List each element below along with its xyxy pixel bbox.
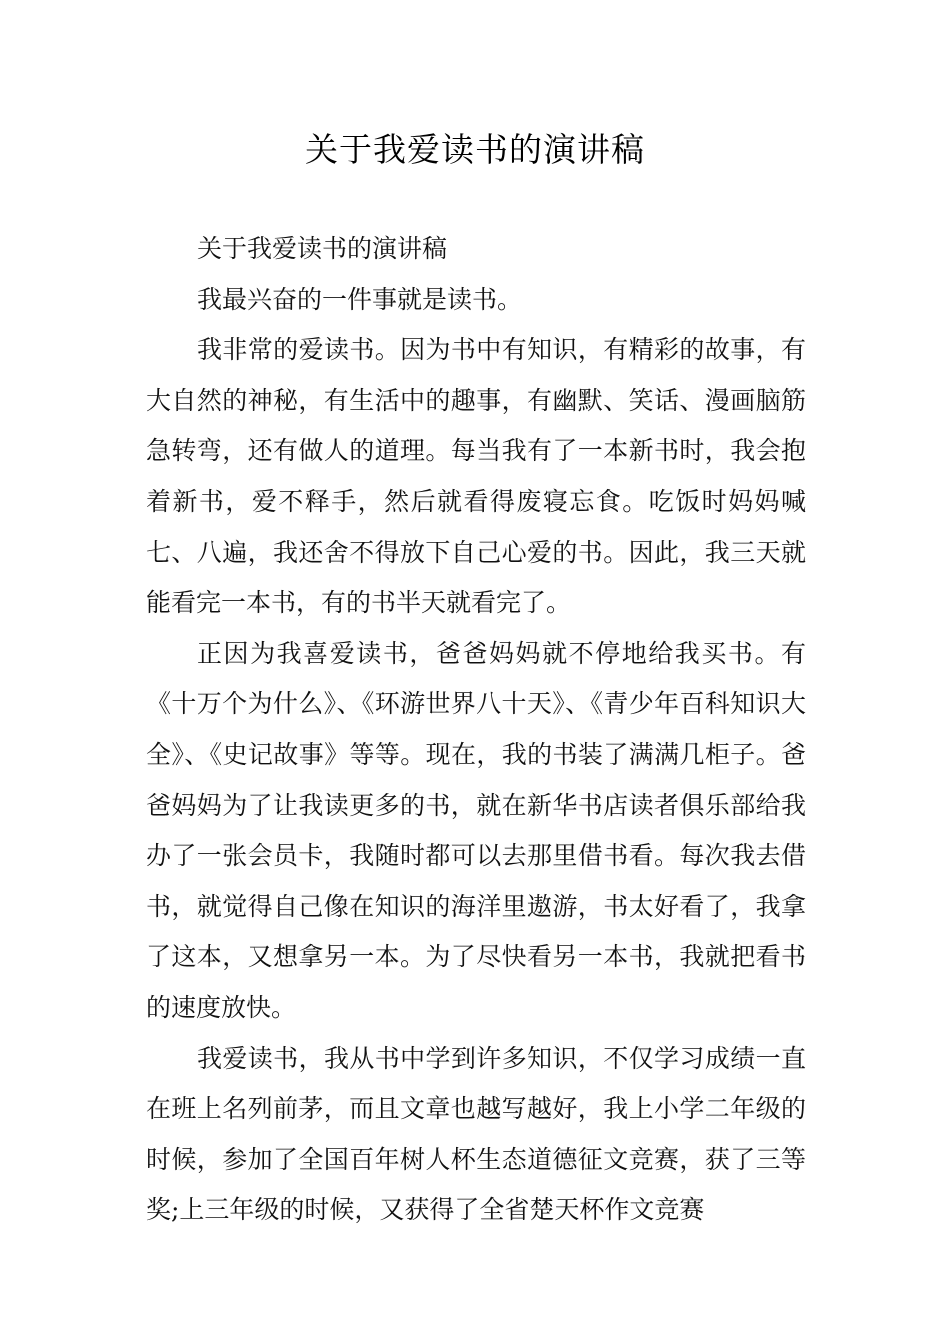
paragraph-achievements: 我爱读书，我从书中学到许多知识，不仅学习成绩一直在班上名列前茅，而且文章也越写越好，我上小学二年级的时候，参加了全国百年树人杯生态道德征文竞赛，获了三等奖;上三年级的时候，又获得了全省楚天杯作文竞赛 [146, 1043, 806, 1225]
paragraph-intro: 我最兴奋的一件事就是读书。 [197, 284, 523, 314]
paragraph-subtitle: 关于我爱读书的演讲稿 [197, 234, 448, 263]
document-title: 关于我爱读书的演讲稿 [305, 130, 645, 169]
paragraph-buying-books: 正因为我喜爱读书，爸爸妈妈就不停地给我买书。有《十万个为什么》、《环游世界八十天》、《青少年百科知识大全》、《史记故事》等等。现在，我的书装了满满几柜子。爸爸妈妈为了让我读更多的书，就在新华书店读者俱乐部给我办了一张会员卡，我随时都可以去那里借书看。每次我去借书，就觉得自己像在知识的海洋里遨游，书太好看了，我拿了这本，又想拿另一本。为了尽快看另一本书，我就把看书的速度放快。 [146, 638, 806, 1022]
paragraph-love-reading: 我非常的爱读书。因为书中有知识，有精彩的故事，有大自然的神秘，有生活中的趣事，有幽默、笑话、漫画脑筋急转弯，还有做人的道理。每当我有了一本新书时，我会抱着新书，爱不释手，然后就看得废寝忘食。吃饭时妈妈喊七、八遍，我还舍不得放下自己心爱的书。因此，我三天就能看完一本书，有的书半天就看完了。 [146, 335, 806, 618]
document-body [146, 224, 806, 1236]
